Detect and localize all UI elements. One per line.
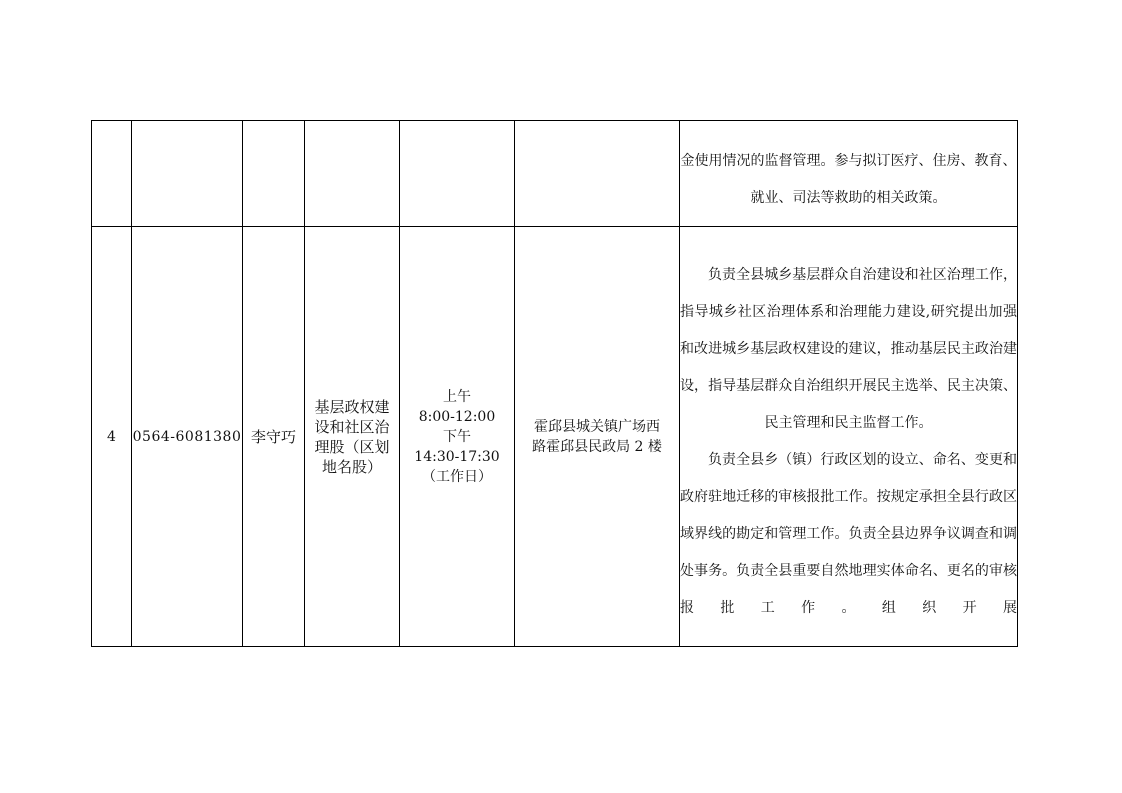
department-line: 设和社区治 — [314, 417, 390, 436]
office-hours — [400, 227, 515, 647]
number-cell — [92, 121, 132, 227]
table-row — [92, 121, 1018, 227]
address-line: 路霍邱县民政局 2 楼 — [532, 438, 662, 455]
duty-paragraph: 金使用情况的监督管理。参与拟订医疗、住房、教育、就业、司法等救助的相关政策。 — [680, 152, 1017, 206]
duty-paragraph: 负责全县城乡基层群众自治建设和社区治理工作，指导城乡社区治理体系和治理能力建设,研究提出加强和改进城乡基层政权建设的建议，推动基层民主政治建设，指导基层群众自治组织开展民主选举、民主决策、民主管理和民主监督工作。 — [680, 266, 1017, 431]
service-table — [91, 120, 1018, 647]
table-row — [92, 227, 1018, 647]
row-number: 4 — [92, 227, 132, 647]
phone-cell — [132, 121, 243, 227]
office-address — [515, 227, 680, 647]
contact-cell — [243, 121, 305, 227]
hours-line: 上午 — [443, 388, 471, 405]
department-cell — [305, 121, 400, 227]
hours-line: 14:30-17:30 — [414, 448, 500, 465]
hours-cell — [400, 121, 515, 227]
phone-number: 0564-6081380 — [132, 227, 243, 647]
department-line: 基层政权建 — [314, 397, 390, 416]
hours-line: 下午 — [443, 428, 471, 445]
hours-line: 8:00-12:00 — [418, 408, 496, 425]
department-line: 理股（区划 — [314, 437, 390, 456]
address-cell — [515, 121, 680, 227]
department-name — [305, 227, 400, 647]
duties-cell — [680, 121, 1018, 227]
contact-name: 李守巧 — [243, 227, 305, 647]
hours-line: （工作日） — [422, 468, 492, 485]
duties-cell — [680, 227, 1018, 647]
duty-paragraph: 负责全县乡（镇）行政区划的设立、命名、变更和政府驻地迁移的审核报批工作。按规定承担全县行政区域界线的勘定和管理工作。负责全县边界争议调查和调处事务。负责全县重要自然地理实体命名、更名的审核报批工作。组织开展 — [680, 451, 1017, 616]
address-line: 霍邱县城关镇广场西 — [534, 418, 660, 435]
department-line: 地名股） — [321, 457, 382, 476]
